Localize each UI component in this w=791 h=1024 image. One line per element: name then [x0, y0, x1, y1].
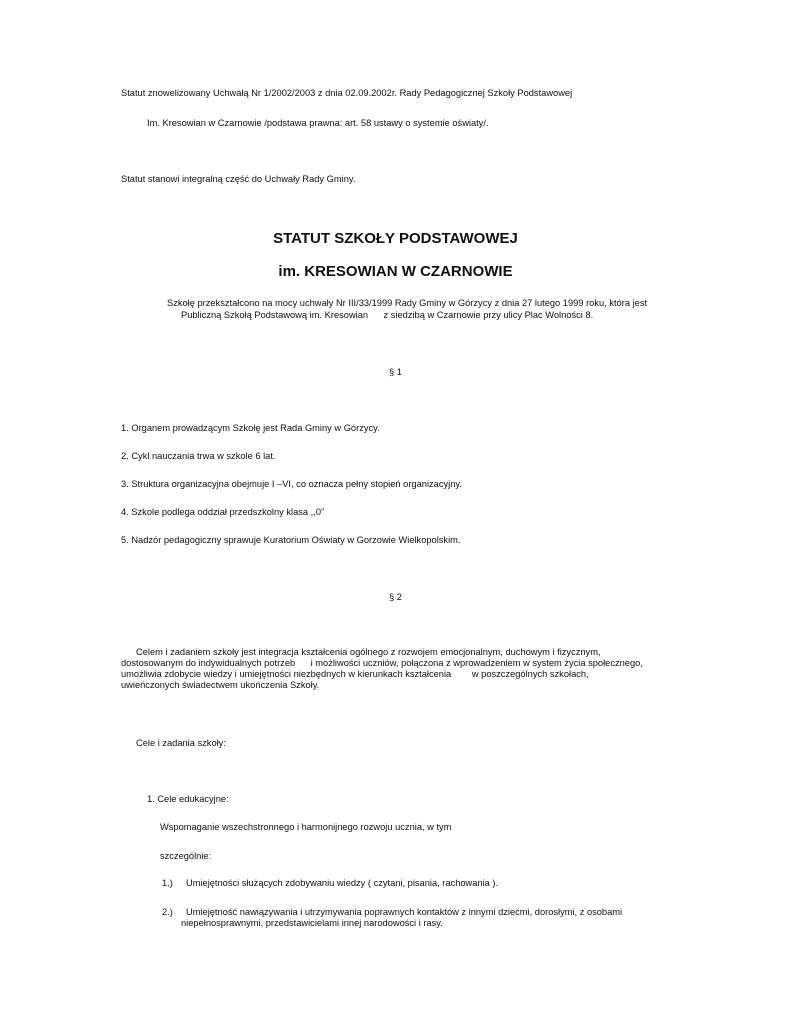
header-line-1: Statut znowelizowany Uchwałą Nr 1/2002/2003 z dnia 02.09.2002r. Rady Pedagogicznej Szkoły Podstawowej: [121, 88, 573, 98]
document-subtitle: im. KRESOWIAN W CZARNOWIE: [278, 263, 513, 280]
intro-line-2: Publiczną Szkołą Podstawową im. Kresowian z siedzibą w Czarnowie przy ulicy Plac Wolności 8.: [181, 310, 594, 320]
section-2-paragraph-line: uwieńczonych świadectwem ukończenia Szkoły.: [121, 680, 320, 690]
section-2-heading: § 2: [389, 592, 402, 602]
support-line: Wspomaganie wszechstronnego i harmonijnego rozwoju ucznia, w tym: [160, 822, 452, 832]
goal-item-text: Umiejętności służących zdobywaniu wiedzy ( czytani, pisania, rachowania ).: [186, 878, 499, 888]
goals-heading: Cele i zadania szkoły:: [136, 738, 226, 748]
header-line-3: Statut stanowi integralną część do Uchwały Rady Gminy.: [121, 174, 356, 184]
in-particular-label: szczególnie:: [160, 851, 212, 861]
section-2-paragraph-line: umożliwia zdobycie wiedzy i umiejętności niezbędnych w kierunkach kształcenia w poszczególnych szkołach,: [121, 669, 589, 679]
section-1-item: 5. Nadzór pedagogiczny sprawuje Kuratorium Oświaty w Gorzowie Wielkopolskim.: [121, 535, 461, 545]
section-1-item: 4. Szkole podlega oddział przedszkolny klasa ,,0”: [121, 507, 325, 517]
section-1-item: 3. Struktura organizacyjna obejmuje I –VI, co oznacza pełny stopień organizacyjny.: [121, 479, 462, 489]
header-line-2: Im. Kresowian w Czarnowie /podstawa prawna: art. 58 ustawy o systemie oświaty/.: [147, 118, 489, 128]
goal-item-text-continuation: niepełnosprawnymi, przedstawicielami innej narodowości i rasy.: [181, 918, 443, 928]
section-1-heading: § 1: [389, 367, 402, 377]
section-2-paragraph-line: dostosowanym do indywidualnych potrzeb i możliwości uczniów, połączona z wprowadzeniem w system życia społecznego,: [121, 658, 643, 668]
document-title: STATUT SZKOŁY PODSTAWOWEJ: [273, 230, 518, 247]
goal-item-text: Umiejętność nawiązywania i utrzymywania poprawnych kontaktów z innymi dziećmi, dorosłymi, z osobami: [186, 907, 623, 917]
educational-goals-heading: 1. Cele edukacyjne:: [147, 794, 229, 804]
section-1-item: 2. Cykl nauczania trwa w szkole 6 lat.: [121, 451, 276, 461]
section-1-item: 1. Organem prowadzącym Szkołę jest Rada Gminy w Górzycy.: [121, 423, 380, 433]
section-2-paragraph-line: Celem i zadaniem szkoły jest integracja kształcenia ogólnego z rozwojem emocjonalnym, duchowym i fizycznym,: [136, 647, 601, 657]
goal-item-number: 1.): [162, 878, 173, 888]
intro-line-1: Szkołę przekształcono na mocy uchwały Nr III/33/1999 Rady Gminy w Górzycy z dnia 27 lutego 1999 roku, która jest: [167, 298, 648, 308]
goal-item-number: 2.): [162, 907, 173, 917]
